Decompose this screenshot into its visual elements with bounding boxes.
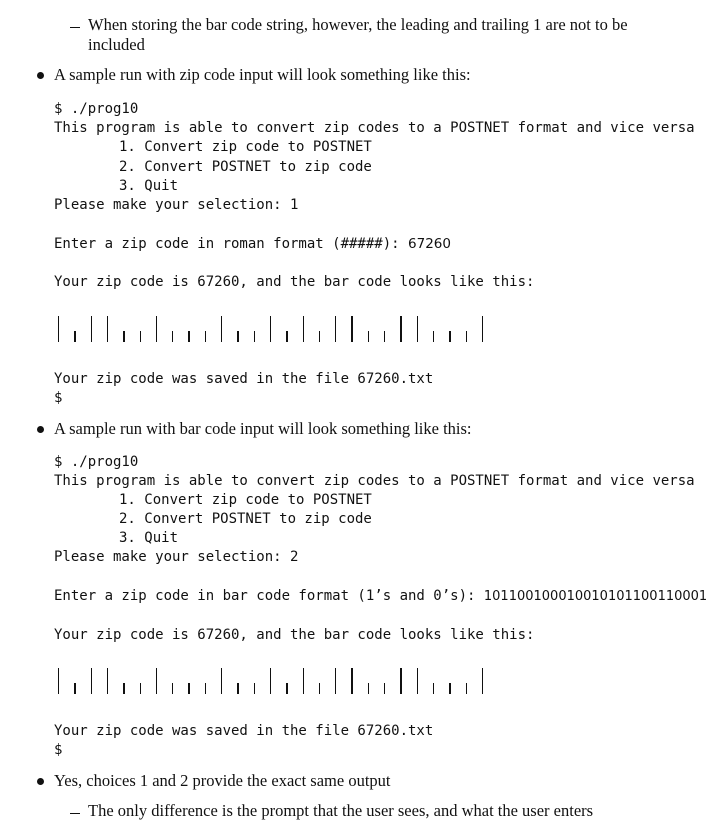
terminal-line: This program is able to convert zip codes to a POSTNET format and vice versa	[54, 120, 695, 136]
full-bar	[91, 668, 92, 694]
half-bar	[172, 683, 173, 694]
text-line: A sample run with zip code input will look something like this:	[54, 65, 471, 84]
half-bar	[449, 683, 450, 694]
barcode	[54, 316, 494, 342]
terminal-line: Please make your selection: 1	[54, 197, 299, 213]
full-bar	[351, 316, 352, 342]
terminal-line	[54, 237, 451, 252]
terminal-line: 3. Quit	[119, 530, 179, 546]
terminal-line: Your zip code is 67260, and the bar code looks like this:	[54, 627, 535, 643]
terminal-line: Your zip code was saved in the file 67260.txt	[54, 371, 434, 387]
half-bar	[188, 331, 189, 342]
full-bar	[482, 668, 483, 694]
half-bar	[384, 331, 385, 342]
full-bar	[107, 668, 108, 694]
full-bar	[58, 668, 59, 694]
terminal-line: $	[54, 390, 63, 406]
full-bar	[482, 316, 483, 342]
full-bar	[270, 668, 271, 694]
bullet-marker	[37, 426, 44, 433]
half-bar	[286, 331, 287, 342]
terminal-line: $ ./prog10	[54, 454, 139, 470]
terminal-line: Your zip code was saved in the file 67260.txt	[54, 723, 434, 739]
terminal-line: 1. Convert zip code to POSTNET	[119, 492, 372, 508]
text-line: Yes, choices 1 and 2 provide the exact same output	[54, 771, 391, 790]
barcode	[54, 668, 494, 694]
terminal-line: This program is able to convert zip codes to a POSTNET format and vice versa	[54, 473, 695, 489]
half-bar	[384, 683, 385, 694]
half-bar	[286, 683, 287, 694]
bullet-marker	[37, 72, 44, 79]
full-bar	[156, 316, 157, 342]
half-bar	[237, 331, 238, 342]
full-bar	[221, 316, 222, 342]
full-bar	[335, 316, 336, 342]
full-bar	[417, 668, 418, 694]
half-bar	[205, 683, 206, 694]
half-bar	[466, 683, 467, 694]
full-bar	[303, 668, 304, 694]
full-bar	[417, 316, 418, 342]
half-bar	[319, 331, 320, 342]
full-bar	[221, 668, 222, 694]
full-bar	[58, 316, 59, 342]
text-line: included	[88, 35, 145, 54]
full-bar	[270, 316, 271, 342]
half-bar	[237, 683, 238, 694]
half-bar	[368, 683, 369, 694]
full-bar	[400, 316, 401, 342]
full-bar	[156, 668, 157, 694]
terminal-line: Please make your selection: 2	[54, 549, 299, 565]
half-bar	[368, 331, 369, 342]
terminal-line: $	[54, 742, 63, 758]
half-bar	[140, 683, 141, 694]
user-input-value: 101100100010010101100110001	[483, 589, 708, 604]
half-bar	[140, 331, 141, 342]
terminal-line	[54, 589, 707, 603]
full-bar	[91, 316, 92, 342]
half-bar	[74, 331, 75, 342]
terminal-line: 3. Quit	[119, 178, 179, 194]
half-bar	[319, 683, 320, 694]
half-bar	[254, 331, 255, 342]
half-bar	[172, 331, 173, 342]
text-line: The only difference is the prompt that the user sees, and what the user enters	[88, 801, 594, 820]
bullet-marker	[37, 778, 44, 785]
text-line: When storing the bar code string, however, the leading and trailing 1 are not to be	[88, 15, 628, 34]
half-bar	[188, 683, 189, 694]
half-bar	[433, 683, 434, 694]
enter-prompt: Enter a zip code in bar code format (1’s and 0’s):	[54, 588, 476, 604]
terminal-line: Your zip code is 67260, and the bar code looks like this:	[54, 274, 535, 290]
half-bar	[74, 683, 75, 694]
dash-marker	[70, 813, 80, 814]
half-bar	[254, 683, 255, 694]
terminal-line: 2. Convert POSTNET to zip code	[119, 159, 372, 175]
half-bar	[433, 331, 434, 342]
terminal-line: $ ./prog10	[54, 101, 139, 117]
user-input-value: 67260	[408, 236, 451, 252]
half-bar	[205, 331, 206, 342]
dash-marker	[70, 27, 80, 28]
terminal-line: 2. Convert POSTNET to zip code	[119, 511, 372, 527]
enter-prompt: Enter a zip code in roman format (#####):	[54, 236, 400, 252]
half-bar	[449, 331, 450, 342]
full-bar	[351, 668, 352, 694]
full-bar	[303, 316, 304, 342]
full-bar	[107, 316, 108, 342]
half-bar	[123, 683, 124, 694]
half-bar	[123, 331, 124, 342]
terminal-line: 1. Convert zip code to POSTNET	[119, 139, 372, 155]
text-line: A sample run with bar code input will look something like this:	[54, 419, 472, 438]
half-bar	[466, 331, 467, 342]
full-bar	[335, 668, 336, 694]
full-bar	[400, 668, 401, 694]
